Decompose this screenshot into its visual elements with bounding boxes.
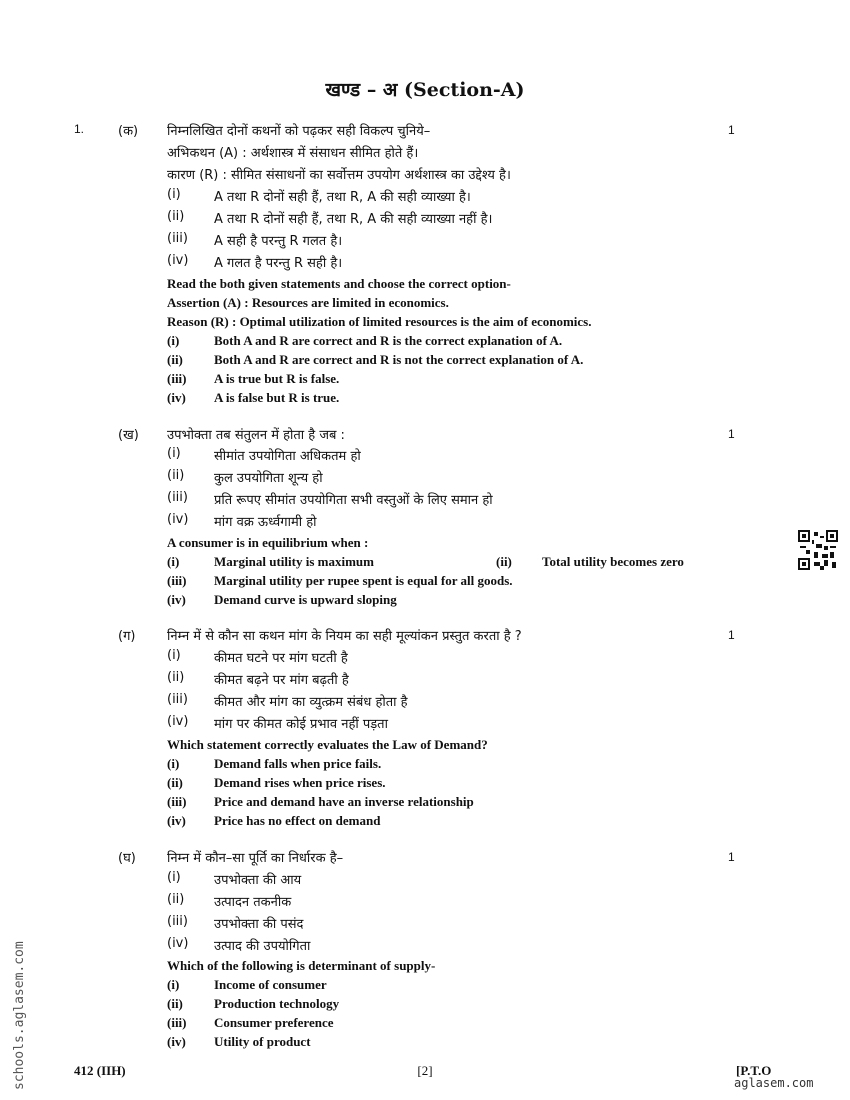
option-text: सीमांत उपयोगिता अधिकतम हो xyxy=(214,449,361,464)
question-a-marks: 1 xyxy=(728,123,735,137)
option-number: (iv) xyxy=(167,512,189,527)
option-number: (iii) xyxy=(167,371,187,386)
option-text: मांग वक्र ऊर्ध्वगामी हो xyxy=(214,515,317,530)
option-number: (ii) xyxy=(167,468,185,483)
side-watermark: schools.aglasem.com xyxy=(12,941,27,1090)
question-c-english-stem: Which statement correctly evaluates the Law of Demand? xyxy=(167,737,488,752)
option-text: A गलत है परन्तु R सही है। xyxy=(214,256,343,271)
option-text: Demand curve is upward sloping xyxy=(214,592,397,607)
option-text: उपभोक्ता की पसंद xyxy=(214,917,304,932)
option-number: (iv) xyxy=(167,592,186,607)
option-number: (iv) xyxy=(167,714,189,729)
option-number: (i) xyxy=(167,756,180,771)
question-b-hindi-stem: उपभोक्ता तब संतुलन में होता है जब : xyxy=(167,428,345,443)
question-number: 1. xyxy=(74,122,85,136)
question-a-english-reason: Reason (R) : Optimal utilization of limited resources is the aim of economics. xyxy=(167,314,592,329)
option-number: (i) xyxy=(167,554,180,569)
option-number: (i) xyxy=(167,648,181,663)
option-text: कीमत घटने पर मांग घटती है xyxy=(214,651,348,666)
option-text: उत्पादन तकनीक xyxy=(214,895,292,910)
option-number: (i) xyxy=(167,187,181,202)
option-text: A तथा R दोनों सही हैं, तथा R, A की सही व्याख्या है। xyxy=(214,190,471,205)
option-number: (ii) xyxy=(167,996,183,1011)
question-a-english-assertion: Assertion (A) : Resources are limited in economics. xyxy=(167,295,449,310)
option-number: (iii) xyxy=(167,490,188,505)
option-text: कुल उपयोगिता शून्य हो xyxy=(214,471,323,486)
option-number: (ii) xyxy=(167,775,183,790)
option-text: A is true but R is false. xyxy=(214,371,340,386)
question-a-hindi-assertion: अभिकथन (A) : अर्थशास्त्र में संसाधन सीमित होते हैं। xyxy=(167,146,419,161)
question-d-marks: 1 xyxy=(728,850,735,864)
question-tag-c: (ग) xyxy=(118,629,136,644)
option-text: A सही है परन्तु R गलत है। xyxy=(214,234,343,249)
option-number: (iii) xyxy=(167,794,187,809)
question-tag-a: (क) xyxy=(118,124,139,139)
question-tag-b: (ख) xyxy=(118,428,139,443)
option-number: (iv) xyxy=(167,813,186,828)
question-tag-d: (घ) xyxy=(118,851,136,866)
option-number: (ii) xyxy=(496,554,512,569)
option-number: (iv) xyxy=(167,936,189,951)
option-number: (iv) xyxy=(167,390,186,405)
option-text: कीमत और मांग का व्युत्क्रम संबंध होता है xyxy=(214,695,408,710)
option-text: कीमत बढ़ने पर मांग बढ़ती है xyxy=(214,673,349,688)
option-text: Marginal utility per rupee spent is equal for all goods. xyxy=(214,573,513,588)
option-text: Marginal utility is maximum xyxy=(214,554,374,569)
option-text: उत्पाद की उपयोगिता xyxy=(214,939,311,954)
option-text: Demand falls when price fails. xyxy=(214,756,382,771)
qr-code-icon xyxy=(798,530,838,570)
option-number: (iii) xyxy=(167,1015,187,1030)
question-a-hindi-stem: निम्नलिखित दोनों कथनों को पढ़कर सही विकल्प चुनिये– xyxy=(167,124,431,139)
option-text: Total utility becomes zero xyxy=(542,554,684,569)
option-number: (ii) xyxy=(167,352,183,367)
question-c-marks: 1 xyxy=(728,628,735,642)
site-watermark: aglasem.com xyxy=(734,1076,814,1090)
option-text: A तथा R दोनों सही हैं, तथा R, A की सही व्याख्या नहीं है। xyxy=(214,212,493,227)
option-number: (ii) xyxy=(167,892,185,907)
option-number: (ii) xyxy=(167,209,185,224)
option-text: A is false but R is true. xyxy=(214,390,340,405)
question-b-marks: 1 xyxy=(728,427,735,441)
option-text: Both A and R are correct and R is not the correct explanation of A. xyxy=(214,352,584,367)
option-text: मांग पर कीमत कोई प्रभाव नहीं पड़ता xyxy=(214,717,388,732)
option-number: (i) xyxy=(167,870,181,885)
option-text: प्रति रूपए सीमांत उपयोगिता सभी वस्तुओं के लिए समान हो xyxy=(214,493,493,508)
pto-label: [P.T.O xyxy=(736,1063,772,1078)
option-text: Consumer preference xyxy=(214,1015,334,1030)
option-number: (iii) xyxy=(167,231,188,246)
option-text: Utility of product xyxy=(214,1034,311,1049)
question-c-hindi-stem: निम्न में से कौन सा कथन मांग के नियम का सही मूल्यांकन प्रस्तुत करता है ? xyxy=(167,629,522,644)
option-text: Demand rises when price rises. xyxy=(214,775,386,790)
option-text: Price and demand have an inverse relationship xyxy=(214,794,474,809)
section-title: खण्ड – अ (Section-A) xyxy=(325,79,525,101)
option-number: (iv) xyxy=(167,1034,186,1049)
paper-code: 412 (IIH) xyxy=(74,1063,126,1078)
option-number: (i) xyxy=(167,333,180,348)
option-number: (i) xyxy=(167,977,180,992)
option-number: (iii) xyxy=(167,692,188,707)
option-number: (iii) xyxy=(167,573,187,588)
question-a-english-stem: Read the both given statements and choose the correct option- xyxy=(167,276,511,291)
question-b-english-stem: A consumer is in equilibrium when : xyxy=(167,535,369,550)
option-number: (ii) xyxy=(167,670,185,685)
option-number: (iii) xyxy=(167,914,188,929)
question-d-english-stem: Which of the following is determinant of supply- xyxy=(167,958,436,973)
option-text: Both A and R are correct and R is the correct explanation of A. xyxy=(214,333,563,348)
page-number: [2] xyxy=(417,1063,433,1078)
question-a-hindi-reason: कारण (R) : सीमित संसाधनों का सर्वोत्तम उपयोग अर्थशास्त्र का उद्देश्य है। xyxy=(167,168,511,183)
question-d-hindi-stem: निम्न में कौन–सा पूर्ति का निर्धारक है– xyxy=(167,851,344,866)
option-text: Production technology xyxy=(214,996,340,1011)
option-number: (iv) xyxy=(167,253,189,268)
option-text: उपभोक्ता की आय xyxy=(214,873,302,888)
option-text: Price has no effect on demand xyxy=(214,813,381,828)
option-text: Income of consumer xyxy=(214,977,327,992)
option-number: (i) xyxy=(167,446,181,461)
